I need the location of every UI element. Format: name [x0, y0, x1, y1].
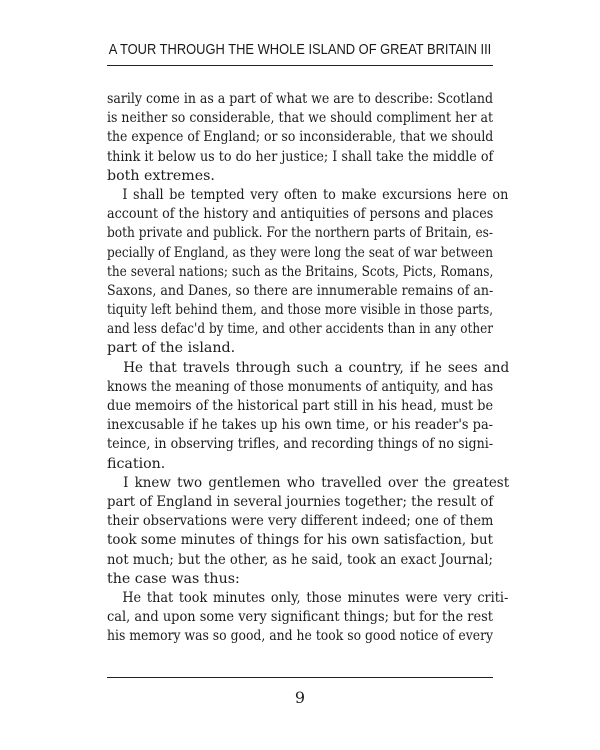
- text-line: and less defac'd by time, and other accidents than in any other: [107, 321, 493, 338]
- text-line: pecially of England, as they were long the seat of war between: [107, 244, 494, 261]
- header-rule: [107, 65, 493, 66]
- text-line: both extremes.: [107, 167, 215, 184]
- text-line: due memoirs of the historical part still in his head, must be: [107, 398, 494, 414]
- page-number: 9: [294, 688, 306, 707]
- text-line: not much; but the other, as he said, took an exact Journal;: [107, 551, 493, 568]
- text-line: account of the history and antiquities of persons and places: [107, 206, 494, 223]
- text-line: I knew two gentlemen who travelled over the greatest: [123, 474, 510, 491]
- text-line: the case was thus:: [107, 570, 240, 587]
- text-line: their observations were very different indeed; one of them: [107, 513, 494, 530]
- text-line: Saxons, and Danes, so there are innumerable remains of an-: [107, 282, 494, 299]
- text-line: cal, and upon some very significant things; but for the rest: [107, 609, 493, 626]
- text-line: He that travels through such a country, if he sees and: [123, 359, 510, 376]
- text-line: part of the island.: [107, 340, 236, 357]
- text-line: took some minutes of things for his own satisfaction, but: [107, 532, 494, 549]
- footer-rule: [107, 677, 493, 678]
- text-line: the expence of England; or so inconsiderable, that we should: [107, 129, 494, 146]
- text-line: both private and publick. For the northern parts of Britain, es-: [107, 225, 494, 242]
- text-line: He that took minutes only, those minutes were very criti-: [122, 589, 509, 606]
- text-line: the several nations; such as the Britains, Scots, Picts, Romans,: [107, 263, 494, 280]
- text-line: is neither so considerable, that we should compliment her at: [107, 110, 494, 127]
- text-line: part of England in several journies together; the result of: [107, 493, 494, 510]
- body-text: [107, 90, 510, 646]
- running-head: A TOUR THROUGH THE WHOLE ISLAND OF GREAT BRITAIN III: [108, 41, 492, 58]
- text-line: I shall be tempted very often to make excursions here on: [122, 186, 509, 203]
- text-line: knows the meaning of those monuments of antiquity, and has: [107, 378, 494, 395]
- text-line: sarily come in as a part of what we are to describe: Scotland: [107, 91, 494, 107]
- text-line: tiquity left behind them, and those more visible in those parts,: [107, 302, 494, 319]
- text-line: think it below us to do her justice; I shall take the middle of: [107, 148, 494, 165]
- text-line: teince, in observing trifles, and recording things of no signi-: [107, 436, 494, 453]
- text-line: inexcusable if he takes up his own time, or his reader's pa-: [107, 417, 494, 434]
- text-line: his memory was so good, and he took so good notice of every: [107, 628, 493, 645]
- text-line: fication.: [107, 455, 166, 472]
